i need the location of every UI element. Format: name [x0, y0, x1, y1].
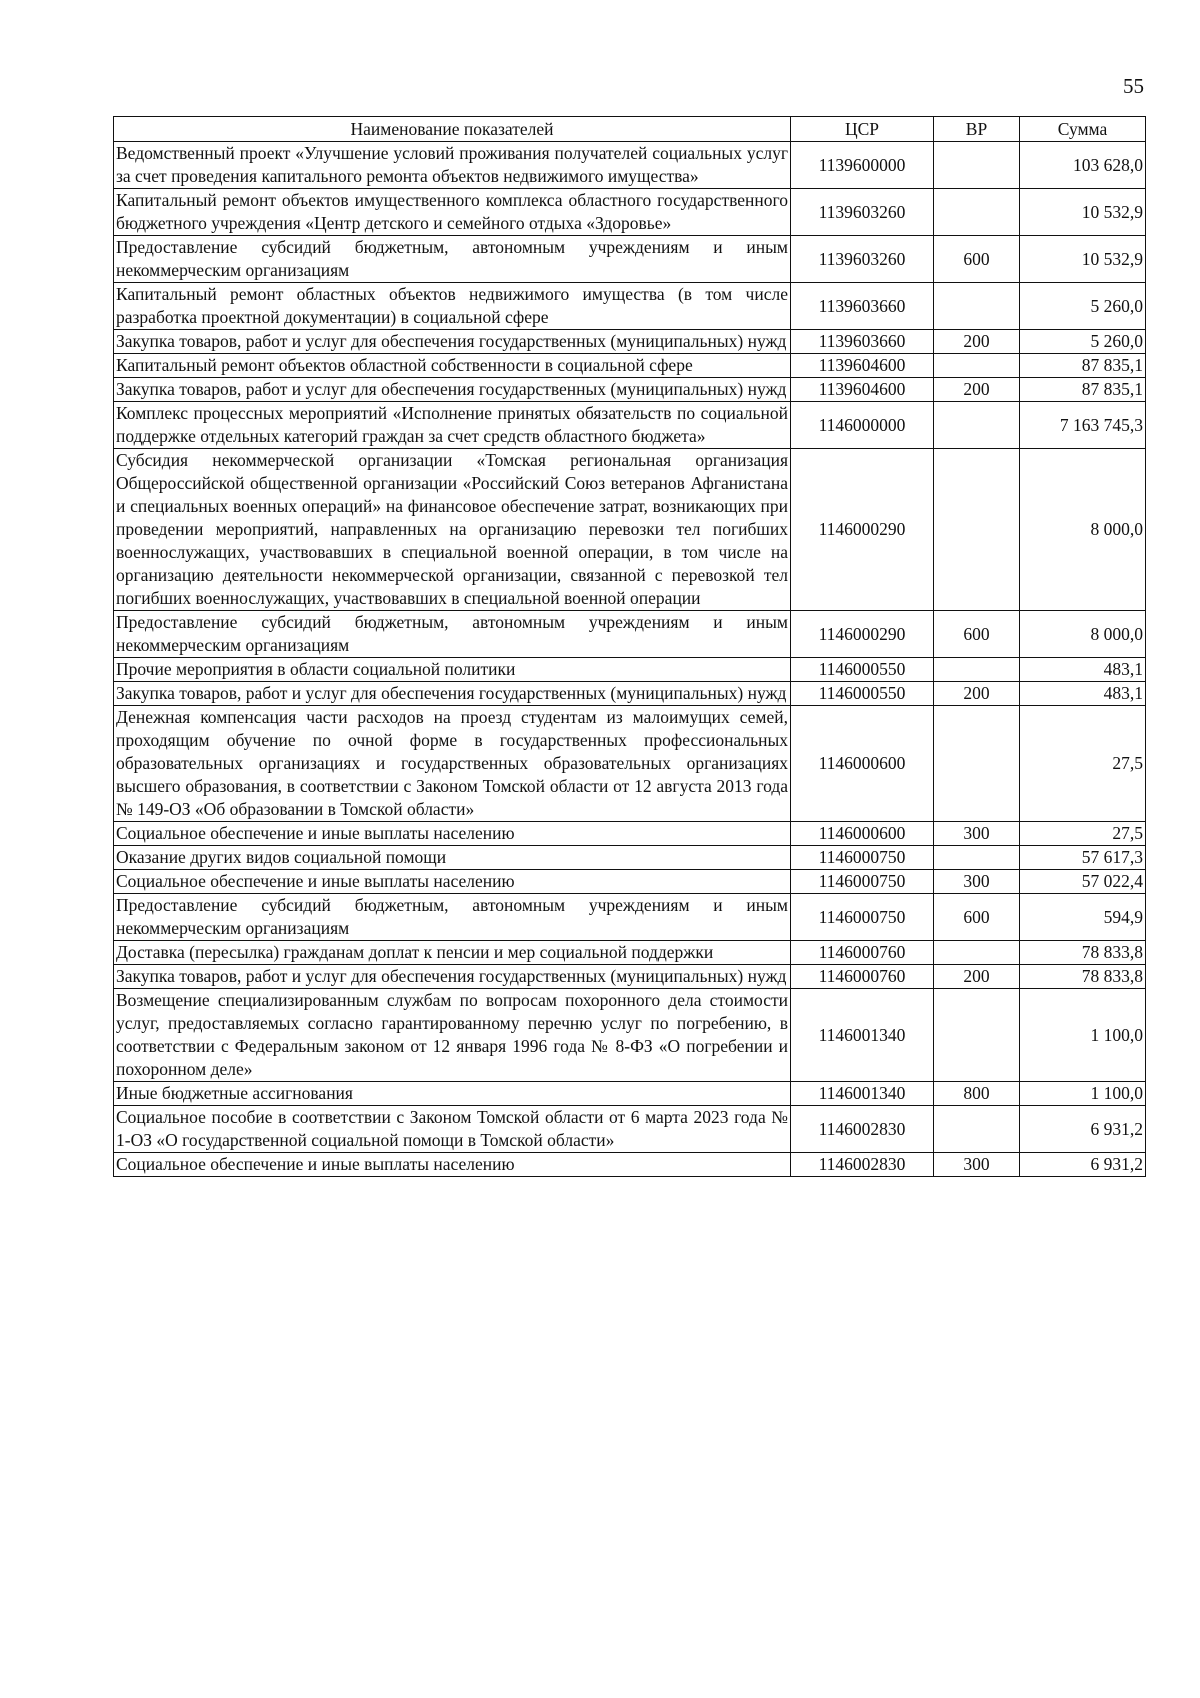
cell-csr: 1146000600 [791, 706, 934, 822]
cell-csr: 1139603260 [791, 189, 934, 236]
table-row [114, 449, 1146, 611]
cell-sum: 8 000,0 [1020, 611, 1146, 658]
cell-csr: 1139603660 [791, 330, 934, 354]
cell-name: Капитальный ремонт областных объектов недвижимого имущества (в том числе разработка проектной документации) в социальной сфере [114, 283, 791, 330]
budget-table [113, 116, 1146, 1177]
cell-sum: 8 000,0 [1020, 449, 1146, 611]
cell-name: Денежная компенсация части расходов на проезд студентам из малоимущих семей, проходящим обучение по очной форме в государственных профессиональных образовательных организациях и государственных образовательных организациях высшего образования, в соответствии с Законом Томской области от 12 августа 2013 года № 149-ОЗ «Об образовании в Томской области» [114, 706, 791, 822]
cell-sum: 87 835,1 [1020, 354, 1146, 378]
table-row [114, 189, 1146, 236]
column-header-vr: ВР [934, 117, 1020, 142]
table-row [114, 941, 1146, 965]
cell-sum: 27,5 [1020, 822, 1146, 846]
cell-csr: 1146000760 [791, 941, 934, 965]
table-row [114, 354, 1146, 378]
cell-sum: 5 260,0 [1020, 330, 1146, 354]
cell-name: Доставка (пересылка) гражданам доплат к пенсии и мер социальной поддержки [114, 941, 791, 965]
cell-vr [934, 658, 1020, 682]
cell-vr: 600 [934, 611, 1020, 658]
cell-name: Социальное пособие в соответствии с Законом Томской области от 6 марта 2023 года № 1-ОЗ «О государственной социальной помощи в Томской области» [114, 1106, 791, 1153]
column-header-sum: Сумма [1020, 117, 1146, 142]
cell-sum: 78 833,8 [1020, 941, 1146, 965]
cell-vr: 600 [934, 236, 1020, 283]
cell-name: Комплекс процессных мероприятий «Исполнение принятых обязательств по социальной поддержке отдельных категорий граждан за счет средств областного бюджета» [114, 402, 791, 449]
cell-csr: 1146000750 [791, 870, 934, 894]
cell-vr: 300 [934, 1153, 1020, 1177]
cell-csr: 1146000600 [791, 822, 934, 846]
cell-name: Предоставление субсидий бюджетным, автономным учреждениям и иным некоммерческим организациям [114, 236, 791, 283]
cell-csr: 1146000750 [791, 894, 934, 941]
table-row [114, 989, 1146, 1082]
cell-name: Предоставление субсидий бюджетным, автономным учреждениям и иным некоммерческим организациям [114, 894, 791, 941]
cell-vr [934, 706, 1020, 822]
cell-name: Оказание других видов социальной помощи [114, 846, 791, 870]
table-row [114, 142, 1146, 189]
cell-sum: 7 163 745,3 [1020, 402, 1146, 449]
cell-sum: 78 833,8 [1020, 965, 1146, 989]
column-header-name: Наименование показателей [114, 117, 791, 142]
cell-csr: 1139604600 [791, 354, 934, 378]
cell-name: Закупка товаров, работ и услуг для обеспечения государственных (муниципальных) нужд [114, 965, 791, 989]
cell-vr [934, 449, 1020, 611]
table-row [114, 658, 1146, 682]
table-row [114, 1153, 1146, 1177]
table-row [114, 378, 1146, 402]
cell-csr: 1146002830 [791, 1106, 934, 1153]
cell-vr: 200 [934, 330, 1020, 354]
table-row [114, 283, 1146, 330]
cell-sum: 87 835,1 [1020, 378, 1146, 402]
cell-sum: 6 931,2 [1020, 1106, 1146, 1153]
cell-name: Возмещение специализированным службам по вопросам похоронного дела стоимости услуг, предоставляемых согласно гарантированному перечню услуг по погребению, в соответствии с Федеральным законом от 12 января 1996 года № 8-ФЗ «О погребении и похоронном деле» [114, 989, 791, 1082]
cell-csr: 1146001340 [791, 1082, 934, 1106]
cell-csr: 1139603260 [791, 236, 934, 283]
cell-vr [934, 1106, 1020, 1153]
cell-csr: 1146000000 [791, 402, 934, 449]
table-row [114, 611, 1146, 658]
cell-vr [934, 354, 1020, 378]
table-body [114, 142, 1146, 1177]
cell-csr: 1146000550 [791, 682, 934, 706]
cell-name: Субсидия некоммерческой организации «Томская региональная организация Общероссийской общественной организации «Российский Союз ветеранов Афганистана и специальных военных операций» на финансовое обеспечение затрат, возникающих при проведении мероприятий, направленных на организацию перевозки тел погибших военнослужащих, участвовавших в специальной военной операции, в том числе на организацию деятельности некоммерческой организации, связанной с перевозкой тел погибших военнослужащих, участвовавших в специальной военной операции [114, 449, 791, 611]
cell-vr: 600 [934, 894, 1020, 941]
cell-csr: 1146000290 [791, 611, 934, 658]
cell-sum: 1 100,0 [1020, 989, 1146, 1082]
cell-vr [934, 189, 1020, 236]
cell-vr [934, 402, 1020, 449]
table-row [114, 870, 1146, 894]
cell-name: Социальное обеспечение и иные выплаты населению [114, 870, 791, 894]
cell-csr: 1146000290 [791, 449, 934, 611]
cell-csr: 1146002830 [791, 1153, 934, 1177]
cell-name: Капитальный ремонт объектов имущественного комплекса областного государственного бюджетного учреждения «Центр детского и семейного отдыха «Здоровье» [114, 189, 791, 236]
cell-vr [934, 989, 1020, 1082]
cell-csr: 1146001340 [791, 989, 934, 1082]
cell-vr: 800 [934, 1082, 1020, 1106]
column-header-csr: ЦСР [791, 117, 934, 142]
table-row [114, 402, 1146, 449]
cell-vr: 200 [934, 682, 1020, 706]
cell-vr: 300 [934, 870, 1020, 894]
cell-name: Закупка товаров, работ и услуг для обеспечения государственных (муниципальных) нужд [114, 330, 791, 354]
cell-name: Закупка товаров, работ и услуг для обеспечения государственных (муниципальных) нужд [114, 378, 791, 402]
cell-vr: 200 [934, 378, 1020, 402]
table-row [114, 846, 1146, 870]
cell-vr [934, 941, 1020, 965]
cell-vr: 200 [934, 965, 1020, 989]
table-row [114, 965, 1146, 989]
cell-sum: 103 628,0 [1020, 142, 1146, 189]
cell-csr: 1139604600 [791, 378, 934, 402]
table-row [114, 894, 1146, 941]
cell-sum: 27,5 [1020, 706, 1146, 822]
cell-name: Прочие мероприятия в области социальной политики [114, 658, 791, 682]
cell-sum: 5 260,0 [1020, 283, 1146, 330]
page-number: 55 [1123, 74, 1144, 98]
cell-sum: 57 617,3 [1020, 846, 1146, 870]
table-row [114, 682, 1146, 706]
cell-csr: 1139603660 [791, 283, 934, 330]
cell-sum: 57 022,4 [1020, 870, 1146, 894]
cell-csr: 1146000750 [791, 846, 934, 870]
cell-name: Предоставление субсидий бюджетным, автономным учреждениям и иным некоммерческим организациям [114, 611, 791, 658]
cell-sum: 6 931,2 [1020, 1153, 1146, 1177]
cell-name: Капитальный ремонт объектов областной собственности в социальной сфере [114, 354, 791, 378]
cell-vr [934, 846, 1020, 870]
cell-sum: 10 532,9 [1020, 189, 1146, 236]
cell-name: Ведомственный проект «Улучшение условий проживания получателей социальных услуг за счет проведения капитального ремонта объектов недвижимого имущества» [114, 142, 791, 189]
cell-csr: 1139600000 [791, 142, 934, 189]
cell-name: Закупка товаров, работ и услуг для обеспечения государственных (муниципальных) нужд [114, 682, 791, 706]
cell-name: Иные бюджетные ассигнования [114, 1082, 791, 1106]
table-row [114, 236, 1146, 283]
table-row [114, 706, 1146, 822]
cell-sum: 594,9 [1020, 894, 1146, 941]
table-row [114, 822, 1146, 846]
cell-vr: 300 [934, 822, 1020, 846]
table-row [114, 1082, 1146, 1106]
cell-name: Социальное обеспечение и иные выплаты населению [114, 822, 791, 846]
cell-vr [934, 142, 1020, 189]
cell-csr: 1146000760 [791, 965, 934, 989]
cell-csr: 1146000550 [791, 658, 934, 682]
cell-vr [934, 283, 1020, 330]
table-row [114, 330, 1146, 354]
cell-name: Социальное обеспечение и иные выплаты населению [114, 1153, 791, 1177]
table-header-row [114, 117, 1146, 142]
cell-sum: 10 532,9 [1020, 236, 1146, 283]
cell-sum: 483,1 [1020, 682, 1146, 706]
table-row [114, 1106, 1146, 1153]
cell-sum: 1 100,0 [1020, 1082, 1146, 1106]
cell-sum: 483,1 [1020, 658, 1146, 682]
